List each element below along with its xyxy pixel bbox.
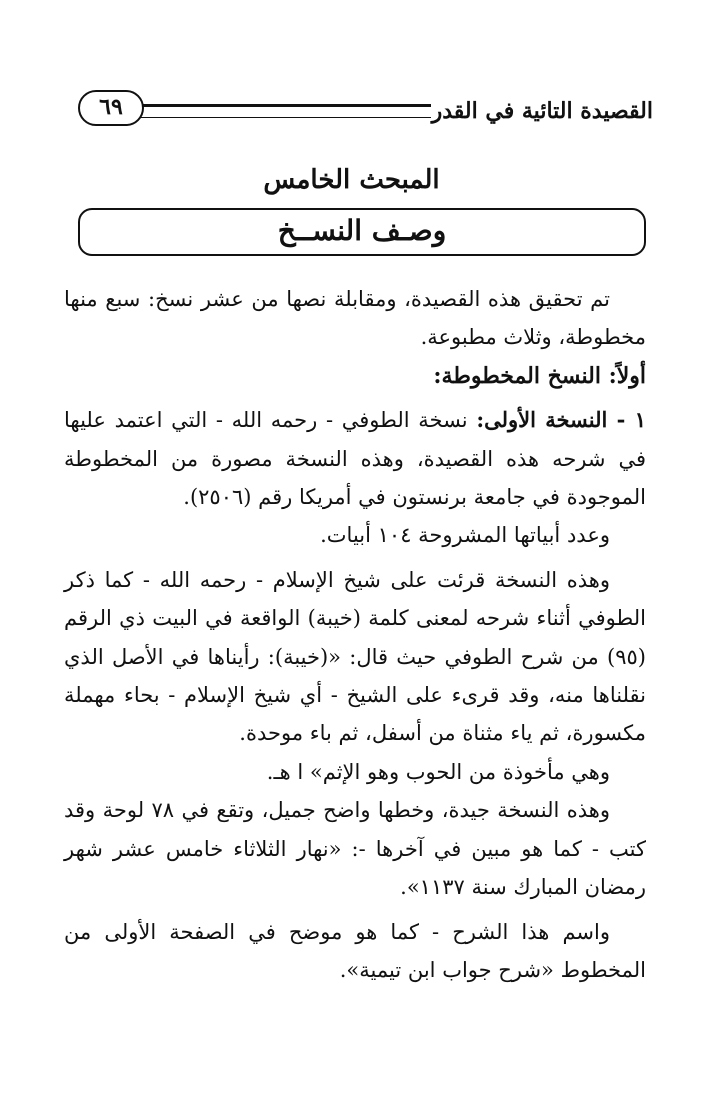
header-double-rule <box>134 104 431 118</box>
paragraph-title: واسم هذا الشرح - كما هو موضح في الصفحة الأولى من المخطوط «شرح جواب ابن تيمية». <box>64 919 646 982</box>
page-number: ٦٩ <box>78 90 144 126</box>
paragraph-reading: وهذه النسخة قرئت على شيخ الإسلام - رحمه الله - كما ذكر الطوفي أثناء شرحه لمعنى كلمة (خيبة) الواقعة في البيت ذي الرقم (٩٥) من شرح الطوفي حيث قال: «(خيبة): رأيناها في الأصل الذي نقلناها منه، وقد قرىء على الشيخ - أي شيخ الإسلام - بحاء مهملة مكسورة، ثم ياء مثناة من أسفل، ثم باء موحدة. <box>64 567 646 746</box>
paragraph-first-copy <box>64 401 646 516</box>
running-header <box>78 84 653 136</box>
paragraph-intro: تم تحقيق هذه القصيدة، ومقابلة نصها من عشر نسخ: سبع منها مخطوطة، وثلاث مطبوعة. <box>64 287 646 350</box>
section-banner: وصـف النســخ <box>78 208 646 256</box>
first-copy-text: نسخة الطوفي - رحمه الله - التي اعتمد عليها في شرحه هذه القصيدة، وهذه النسخة مصورة من المخطوطة الموجودة في جامعة برنستون في أمريكا رقم (٢٥٠٦). <box>64 408 646 510</box>
running-header-title: القصيدة التائية في القدر <box>431 98 653 124</box>
subheading-manuscripts: أولاً: النسخ المخطوطة: <box>433 362 646 389</box>
paragraph-quote-end: وهي مأخوذة من الحوب وهو الإثم» ا هـ. <box>266 759 610 784</box>
section-title: المبحث الخامس <box>263 165 440 195</box>
paragraph-description: وهذه النسخة جيدة، وخطها واضح جميل، وتقع في ٧٨ لوحة وقد كتب - كما هو مبين في آخرها -: «نهار الثلاثاء خامس عشر شهر رمضان المبارك سنة ١١٣٧». <box>64 798 646 900</box>
first-copy-label: ١ - النسخة الأولى: <box>476 407 646 433</box>
body-text <box>64 280 646 989</box>
paragraph-verse-count: وعدد أبياتها المشروحة ١٠٤ أبيات. <box>320 523 610 548</box>
